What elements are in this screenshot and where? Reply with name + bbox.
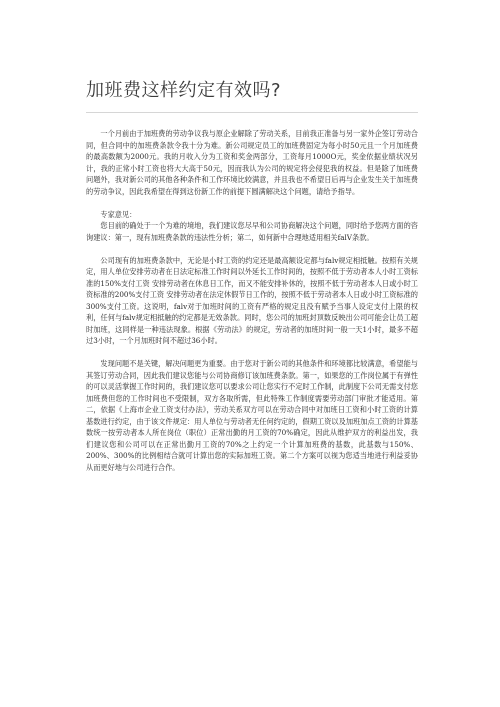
- title-divider: [86, 112, 418, 113]
- document-body: [86, 128, 418, 473]
- paragraph-gap: [86, 197, 418, 209]
- opinion-heading: 专家意见：: [100, 209, 137, 219]
- paragraph-gap: [86, 243, 418, 255]
- opinion-paragraph-1: 您目前的确处于一个为难的境地，我们建议您尽早和公司协商解决这个问题，同时给予您两方面的咨询建议：第一，现有加班费条款的违法性分析；第二，如何新中合理地适用相关falV条款。: [86, 221, 418, 242]
- opinion-paragraph-3: 发现问题不是关键，解决问题更为重要。由于您对于新公司的其他条件和环境都比较满意，希望能与其签订劳动合同，因此我们建议您能与公司协商修订该加班费条款。第一，如果您的工作岗位属于有弹性的可以灵活掌握工作时间的，我们建议您可以要求公司让您实行不定时工作制，此制度下公司无需支付您加班费但您的工作时间也不受限制，双方各取所需，但此特殊工作制度需要劳动部门审批才能适用。第二，依据《上海市企业工资支付办法》，劳动关系双方可以在劳动合同中对加班日工资和小时工资的计算基数进行约定，由于该文件规定：用人单位与劳动者无任何约定的，假期工资以及加班加点工资的计算基数统一按劳动者本人所在岗位（职位）正常出勤的月工资的70%确定，因此从维护双方的利益出发，我们建议您和公司可以在正常出勤月工资的70%之上约定一个计算加班费的基数，此基数与150%、200%、300%的比例相结合就可计算出您的实际加班工资。第二个方案可以视为您适当地进行利益妥协从而更好地与公司进行合作。: [86, 359, 418, 472]
- question-paragraph: 一个月前由于加班费的劳动争议我与原企业解除了劳动关系，目前我正准备与另一家外企签订劳动合同，但合同中的加班费条款令我十分为难。新公司规定员工的加班费固定为每小时50元且一个月加班费的最高数额为2000元。我的月收入分为工资和奖金两部分，工资每月1000O元，奖金依据业绩状况另计，我的正常小时工资也将大大高于50元，因而我认为公司的规定将会侵犯我的权益。但是除了加班费问题外，我对新公司的其他各种条件和工作环境比较满意，并且我也不希望日后再与企业发生关于加班费的劳动争议，因此我希望在得到这份新工作的前提下圆满解决这个问题，请给予指导。: [86, 129, 418, 196]
- document-title: 加班费这样约定有效吗?: [86, 80, 282, 101]
- paragraph-gap: [86, 347, 418, 359]
- opinion-paragraph-2: 公司现有的加班费条款中，无论是小时工资的约定还是最高额设定都与falv规定相抵触。按照有关规定，用人单位安排劳动者在日法定标准工作时间以外延长工作时间的，按照不低于劳动者本人小时工资标准的150%支付工资 安排劳动者在休息日工作，而又不能安排补休的，按照不低于劳动者本人日或小时工资标准的200%支付工资 安排劳动者在法定休假节日工作的，按照不低于劳动者本人日或小时工资标准的300%支付工资。这说明，falv对于加班时间的工资有严格的规定且没有赋予当事人设定支付上限的权利，任何与falv规定相抵触的约定都是无效条款。同时，您公司的加班封顶数反映出公司可能会让员工超时加班，这同样是一种违法现象。根据《劳动法》的规定，劳动者的加班时间一般一天1小时，最多不超过3小时，一个月加班时间不超过36小时。: [86, 255, 418, 345]
